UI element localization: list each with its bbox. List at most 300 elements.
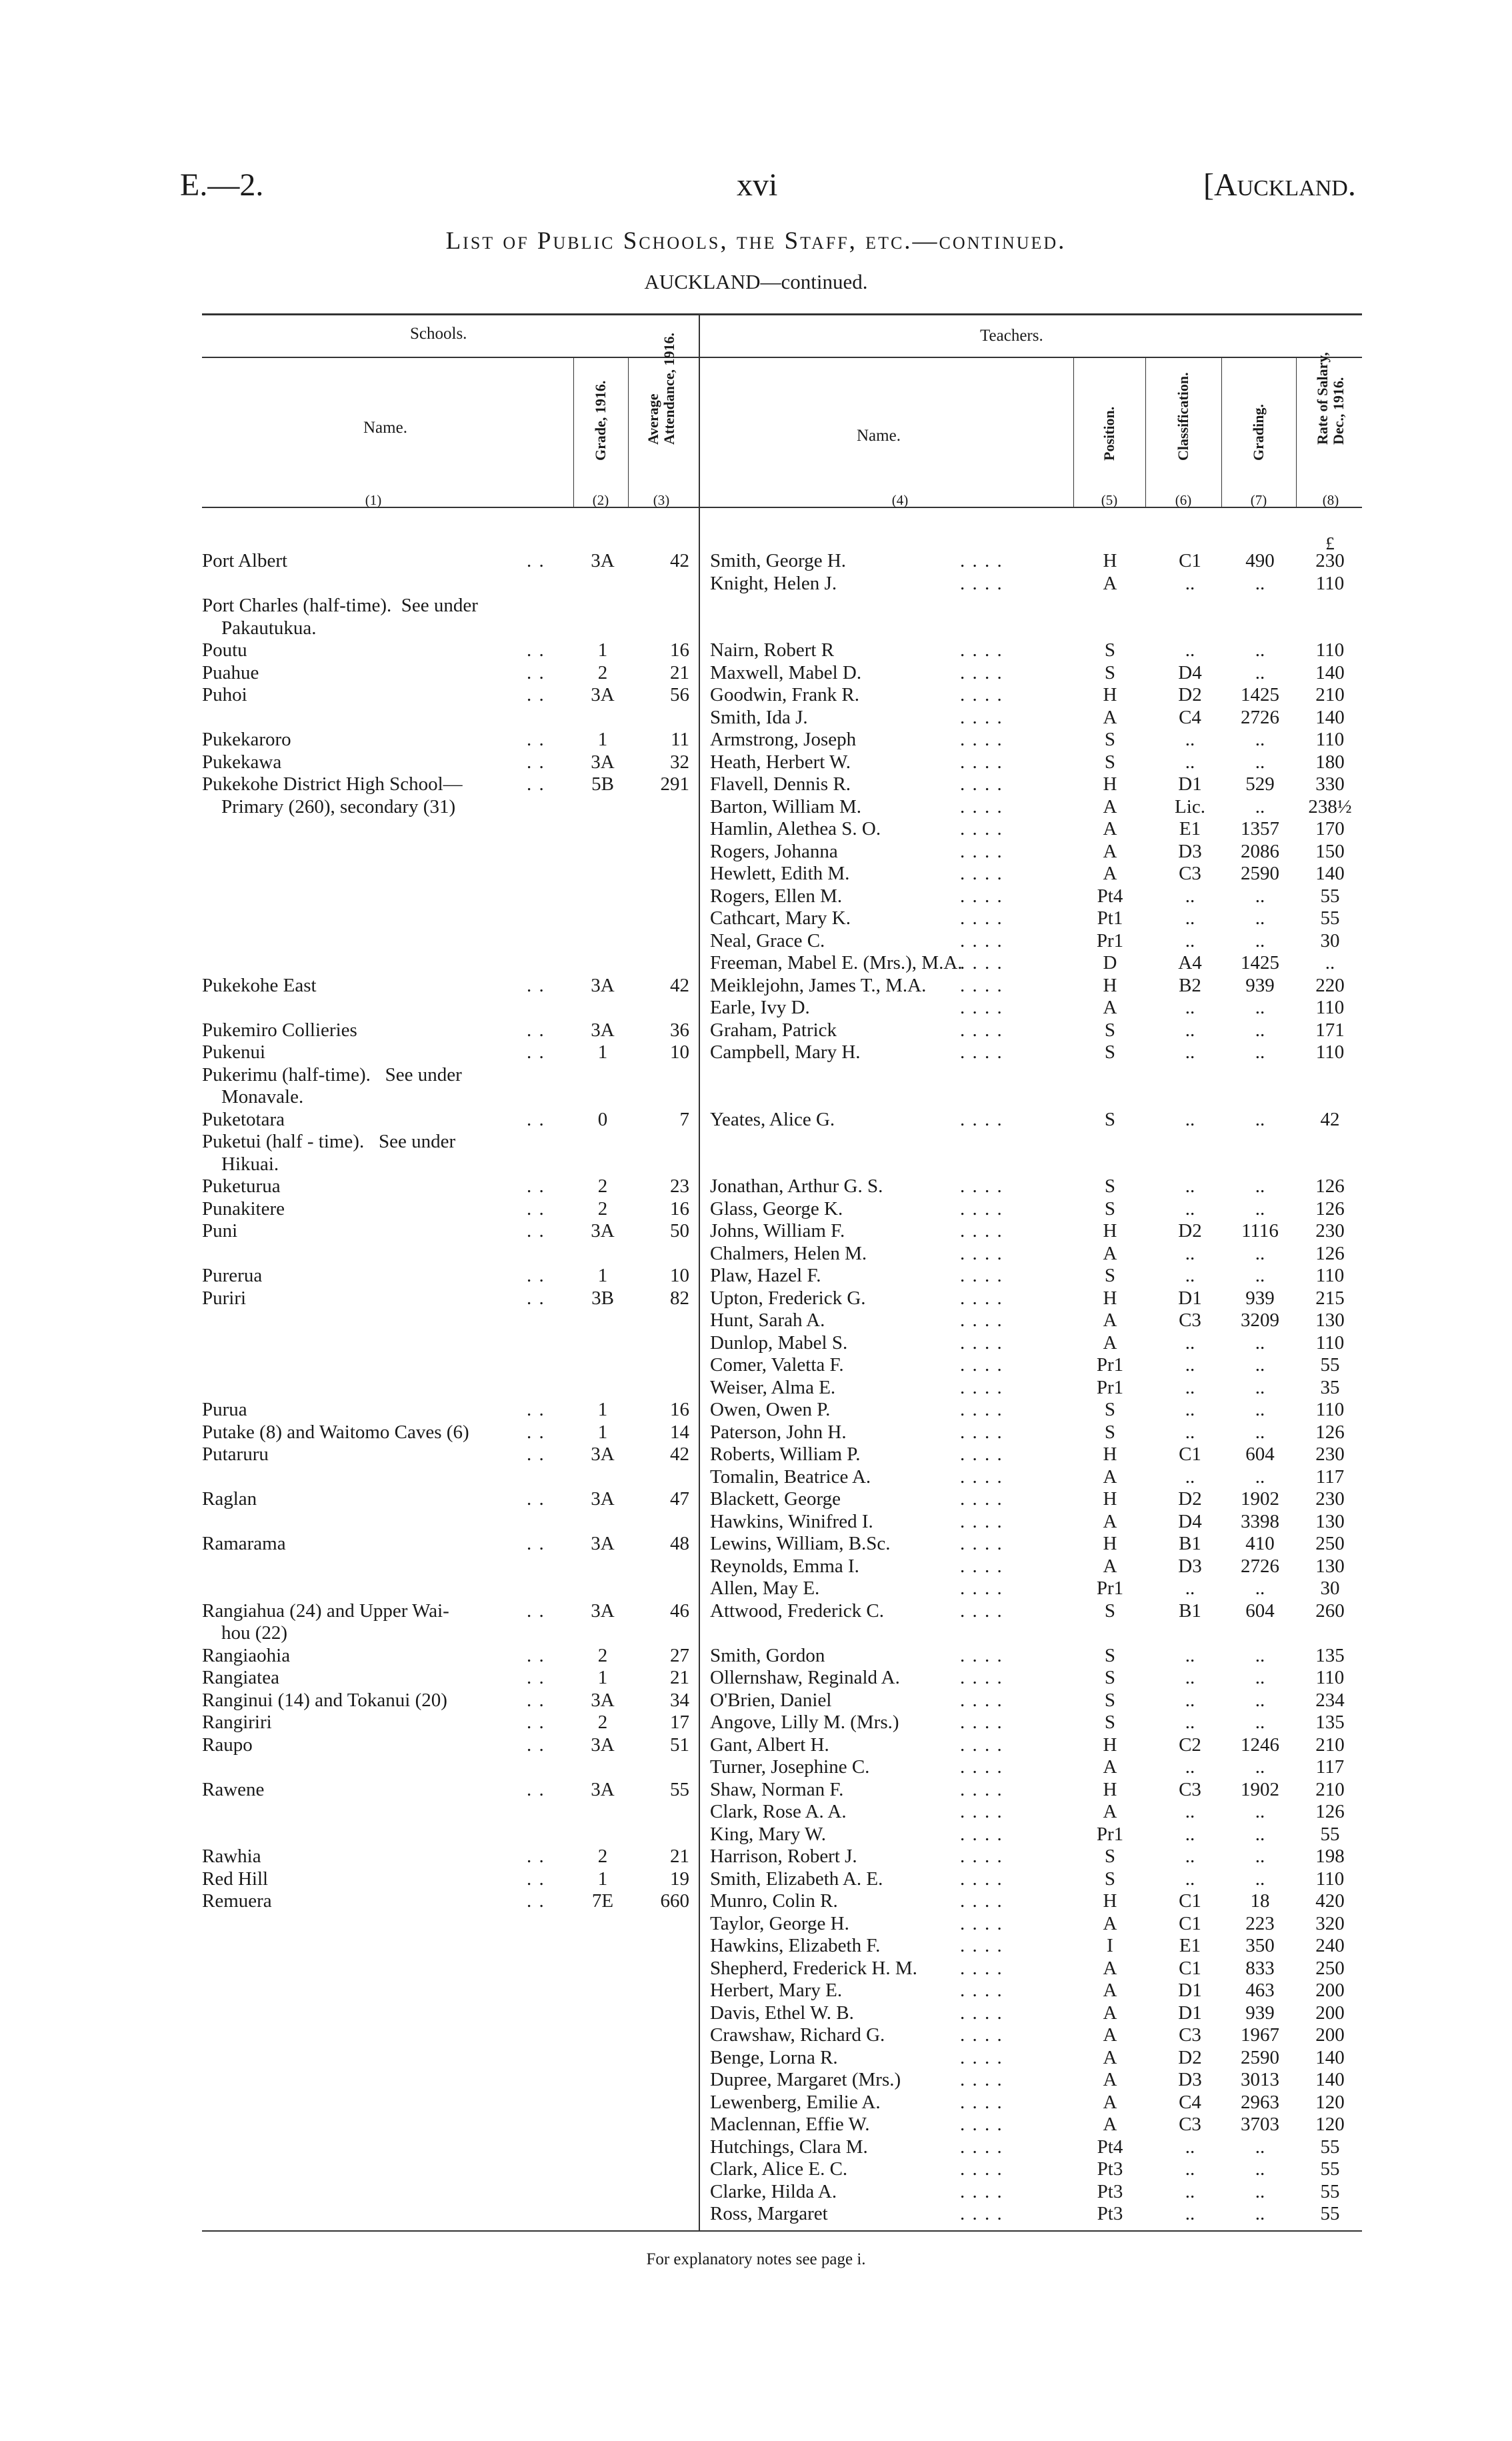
leader-dots: . . . . <box>960 1421 1003 1443</box>
salary-cell: 117 <box>1315 1466 1345 1488</box>
table-row <box>0 885 1512 908</box>
table-row <box>0 1086 1512 1109</box>
position-cell: S <box>1104 1600 1116 1622</box>
position-cell: H <box>1103 974 1117 996</box>
teacher-name: Campbell, Mary H. <box>710 1041 861 1063</box>
teacher-name: Armstrong, Joseph <box>710 729 857 750</box>
table-row <box>0 1913 1512 1936</box>
leader-dots: . . . . <box>960 818 1003 839</box>
teacher-name: Flavell, Dennis R. <box>710 773 851 795</box>
grading-cell: .. <box>1255 997 1265 1018</box>
salary-cell: 180 <box>1315 751 1345 773</box>
classification-cell: .. <box>1185 907 1195 929</box>
salary-cell: 140 <box>1315 661 1345 683</box>
leader-dots: . . . . <box>960 2203 1003 2224</box>
school-name: Puhoi <box>202 684 247 705</box>
teacher-name: Plaw, Hazel F. <box>710 1265 821 1286</box>
position-cell: A <box>1103 2024 1117 2046</box>
classification-cell: E1 <box>1179 1935 1201 1956</box>
teacher-name: Benge, Lorna R. <box>710 2046 838 2068</box>
leader-dots: . . . . <box>960 1734 1003 1756</box>
leader-dots: . . <box>527 550 545 571</box>
classification-cell: .. <box>1185 572 1195 594</box>
position-cell: A <box>1103 1756 1117 1778</box>
page-number: xvi <box>737 167 778 203</box>
classification-cell: .. <box>1185 1466 1195 1488</box>
salary-cell: 110 <box>1315 997 1345 1018</box>
grading-cell: .. <box>1255 751 1265 773</box>
teacher-name: Blackett, George <box>710 1488 841 1510</box>
table-row <box>0 617 1512 640</box>
school-name: Pukemiro Collieries <box>202 1019 357 1041</box>
teacher-name: Allen, May E. <box>710 1578 820 1599</box>
leader-dots: . . <box>527 1265 545 1286</box>
teacher-name: Dupree, Margaret (Mrs.) <box>710 2069 901 2090</box>
position-cell: H <box>1103 1220 1117 1242</box>
classification-cell: .. <box>1185 1846 1195 1867</box>
teacher-name: Paterson, John H. <box>710 1421 847 1443</box>
teacher-name: Earle, Ivy D. <box>710 997 810 1018</box>
salary-cell: 140 <box>1315 2046 1345 2068</box>
classification-cell: C1 <box>1179 1890 1201 1912</box>
table-row <box>0 1712 1512 1734</box>
grade-cell: 1 <box>597 1667 608 1688</box>
table-row <box>0 1220 1512 1243</box>
salary-cell: 135 <box>1315 1644 1345 1666</box>
position-cell: Pt4 <box>1097 885 1123 907</box>
school-name: Ranginui (14) and Tokanui (20) <box>202 1689 447 1711</box>
classification-cell: .. <box>1185 1019 1195 1041</box>
school-name: Putake (8) and Waitomo Caves (6) <box>202 1421 469 1443</box>
salary-cell: 110 <box>1315 729 1345 750</box>
grade-cell: 3A <box>591 684 615 705</box>
attendance-cell: 16 <box>670 1399 689 1420</box>
leader-dots: . . . . <box>960 684 1003 705</box>
position-cell: A <box>1103 1980 1117 2001</box>
col-divider-att <box>628 357 629 507</box>
leader-dots: . . . . <box>960 751 1003 773</box>
grading-cell: .. <box>1255 1332 1265 1354</box>
school-name: Monavale. <box>202 1086 304 1107</box>
grading-cell: .. <box>1255 639 1265 661</box>
grade-cell: 2 <box>597 1644 608 1666</box>
grade-cell: 1 <box>597 1265 608 1286</box>
teacher-name: Lewenberg, Emilie A. <box>710 2091 881 2113</box>
attendance-cell: 11 <box>671 729 689 750</box>
leader-dots: . . . . <box>960 2091 1003 2113</box>
grading-cell: .. <box>1255 1041 1265 1063</box>
grade-cell: 1 <box>597 729 608 750</box>
teacher-name: Yeates, Alice G. <box>710 1108 835 1130</box>
position-cell: S <box>1104 1041 1116 1063</box>
school-name: Purua <box>202 1399 247 1420</box>
classification-cell: C3 <box>1179 2114 1201 2135</box>
salary-cell: 135 <box>1315 1712 1345 1733</box>
grading-cell: .. <box>1255 661 1265 683</box>
teacher-name: Cathcart, Mary K. <box>710 907 851 929</box>
leader-dots: . . . . <box>960 1108 1003 1130</box>
grading-cell: .. <box>1255 1846 1265 1867</box>
teacher-name: O'Brien, Daniel <box>710 1689 832 1711</box>
salary-cell: 126 <box>1315 1421 1345 1443</box>
salary-cell: 120 <box>1315 2091 1345 2113</box>
leader-dots: . . . . <box>960 729 1003 750</box>
leader-dots: . . . . <box>960 1890 1003 1912</box>
classification-cell: C3 <box>1179 1778 1201 1800</box>
classification-cell: .. <box>1185 751 1195 773</box>
col-number: (1) <box>365 492 382 508</box>
table-row <box>0 1488 1512 1511</box>
school-name: Rangiahua (24) and Upper Wai- <box>202 1600 449 1622</box>
school-name: Port Albert <box>202 550 288 571</box>
table-row <box>0 930 1512 953</box>
classification-cell: .. <box>1185 639 1195 661</box>
leader-dots: . . <box>527 1533 545 1554</box>
table-row <box>0 1019 1512 1042</box>
table-row <box>0 1310 1512 1332</box>
grading-cell: .. <box>1255 1712 1265 1733</box>
classification-cell: C1 <box>1179 1912 1201 1934</box>
leader-dots: . . . . <box>960 1980 1003 2001</box>
leader-dots: . . . . <box>960 907 1003 929</box>
salary-cell: 30 <box>1320 1578 1340 1599</box>
table-row <box>0 1332 1512 1355</box>
salary-cell: 110 <box>1315 572 1345 594</box>
school-name: Rawhia <box>202 1846 261 1867</box>
leader-dots: . . . . <box>960 1667 1003 1688</box>
classification-cell: .. <box>1185 997 1195 1018</box>
leader-dots: . . . . <box>960 2069 1003 2090</box>
grading-cell: .. <box>1255 1354 1265 1376</box>
table-row <box>0 818 1512 841</box>
salary-cell: 130 <box>1315 1510 1345 1532</box>
school-name: Port Charles (half-time). See under <box>202 595 478 616</box>
position-cell: Pr1 <box>1096 1376 1124 1398</box>
school-name: Pukerimu (half-time). See under <box>202 1063 462 1085</box>
table-row <box>0 773 1512 796</box>
currency-symbol: £ <box>1325 533 1335 553</box>
salary-cell: 120 <box>1315 2114 1345 2135</box>
leader-dots: . . <box>527 1108 545 1130</box>
col-header-school-name: Name. <box>363 419 407 437</box>
classification-cell: .. <box>1185 1578 1195 1599</box>
classification-cell: D4 <box>1178 1510 1202 1532</box>
table-row <box>0 1980 1512 2002</box>
salary-cell: 220 <box>1315 974 1345 996</box>
table-row <box>0 1690 1512 1712</box>
grading-cell: 1425 <box>1241 952 1279 973</box>
leader-dots: . . . . <box>960 1376 1003 1398</box>
col-number: (7) <box>1250 492 1267 508</box>
leader-dots: . . . . <box>960 1823 1003 1845</box>
position-cell: Pr1 <box>1096 929 1124 951</box>
attendance-cell: 16 <box>670 639 689 661</box>
teacher-name: Roberts, William P. <box>710 1444 861 1465</box>
salary-cell: 126 <box>1315 1801 1345 1822</box>
teacher-name: Clark, Rose A. A. <box>710 1801 847 1822</box>
table-row <box>0 907 1512 930</box>
table-row <box>0 573 1512 595</box>
school-name: Rawene <box>202 1778 265 1800</box>
table-row <box>0 1377 1512 1400</box>
classification-cell: .. <box>1185 1376 1195 1398</box>
school-name: Rangiatea <box>202 1667 279 1688</box>
leader-dots: . . . . <box>960 1242 1003 1264</box>
teacher-name: Meiklejohn, James T., M.A. <box>710 974 927 996</box>
grade-cell: 3A <box>591 1220 615 1242</box>
position-cell: S <box>1104 661 1116 683</box>
attendance-cell: 291 <box>660 773 689 795</box>
position-cell: S <box>1104 1265 1116 1286</box>
salary-cell: .. <box>1325 952 1335 973</box>
leader-dots: . . . . <box>960 1287 1003 1309</box>
leader-dots: . . . . <box>960 952 1003 973</box>
table-row <box>0 2002 1512 2025</box>
leader-dots: . . . . <box>960 1912 1003 1934</box>
table-row <box>0 2024 1512 2047</box>
teacher-name: Clark, Alice E. C. <box>710 2158 848 2180</box>
classification-cell: D1 <box>1178 1287 1202 1309</box>
classification-cell: .. <box>1185 1108 1195 1130</box>
table-row <box>0 1444 1512 1466</box>
salary-cell: 126 <box>1315 1175 1345 1197</box>
grade-cell: 0 <box>597 1108 608 1130</box>
salary-cell: 234 <box>1315 1689 1345 1711</box>
teacher-name: Attwood, Frederick C. <box>710 1600 884 1622</box>
school-name: Poutu <box>202 639 247 661</box>
school-name: Rangiaohia <box>202 1644 291 1666</box>
position-cell: A <box>1103 2069 1117 2090</box>
position-cell: H <box>1103 1778 1117 1800</box>
grading-cell: .. <box>1255 885 1265 907</box>
table-row <box>0 1064 1512 1087</box>
grade-cell: 1 <box>597 1421 608 1443</box>
position-cell: A <box>1103 1957 1117 1979</box>
leader-dots: . . . . <box>960 2024 1003 2046</box>
position-cell: S <box>1104 1712 1116 1733</box>
salary-cell: 171 <box>1315 1019 1345 1041</box>
position-cell: A <box>1103 795 1117 817</box>
teacher-name: Crawshaw, Richard G. <box>710 2024 885 2046</box>
school-name: Pukekawa <box>202 751 282 773</box>
leader-dots: . . . . <box>960 863 1003 884</box>
classification-cell: .. <box>1185 1756 1195 1778</box>
position-cell: Pr1 <box>1096 1823 1124 1845</box>
table-top-rule <box>202 313 1362 315</box>
salary-cell: 110 <box>1315 1265 1345 1286</box>
position-cell: S <box>1104 1175 1116 1197</box>
leader-dots: . . <box>527 1778 545 1800</box>
leader-dots: . . . . <box>960 1756 1003 1778</box>
position-cell: H <box>1103 1890 1117 1912</box>
leader-dots: . . . . <box>960 1555 1003 1577</box>
salary-cell: 55 <box>1320 907 1340 929</box>
leader-dots: . . <box>527 773 545 795</box>
staff-table-body <box>0 550 1512 2226</box>
table-row <box>0 707 1512 729</box>
salary-cell: 110 <box>1315 639 1345 661</box>
salary-cell: 200 <box>1315 2024 1345 2046</box>
grading-cell: 939 <box>1245 974 1275 996</box>
teacher-name: Owen, Owen P. <box>710 1399 831 1420</box>
leader-dots: . . <box>527 1600 545 1622</box>
grading-cell: .. <box>1255 1108 1265 1130</box>
grading-cell: .. <box>1255 1667 1265 1688</box>
position-cell: Pt4 <box>1097 2136 1123 2158</box>
classification-cell: .. <box>1185 885 1195 907</box>
leader-dots: . . . . <box>960 1935 1003 1956</box>
grade-cell: 5B <box>591 773 614 795</box>
grading-cell: 3398 <box>1241 1510 1279 1532</box>
salary-cell: 200 <box>1315 2002 1345 2024</box>
school-name: Puahue <box>202 661 259 683</box>
grading-cell: 1246 <box>1241 1734 1279 1756</box>
leader-dots: . . . . <box>960 2002 1003 2024</box>
table-row <box>0 1801 1512 1824</box>
table-group-rule <box>202 357 1362 358</box>
position-cell: A <box>1103 1242 1117 1264</box>
table-row <box>0 1868 1512 1891</box>
position-cell: A <box>1103 1555 1117 1577</box>
classification-cell: E1 <box>1179 818 1201 839</box>
grading-cell: .. <box>1255 1376 1265 1398</box>
salary-cell: 55 <box>1320 2203 1340 2224</box>
leader-dots: . . . . <box>960 1689 1003 1711</box>
table-row <box>0 1645 1512 1668</box>
classification-cell: D3 <box>1178 1555 1202 1577</box>
leader-dots: . . . . <box>960 2046 1003 2068</box>
salary-cell: 230 <box>1315 1220 1345 1242</box>
grade-cell: 3B <box>591 1287 614 1309</box>
position-cell: A <box>1103 572 1117 594</box>
classification-cell: .. <box>1185 1644 1195 1666</box>
classification-cell: D2 <box>1178 684 1202 705</box>
teacher-name: Hawkins, Elizabeth F. <box>710 1935 881 1956</box>
grading-cell: 1902 <box>1241 1488 1279 1510</box>
classification-cell: .. <box>1185 1399 1195 1420</box>
grade-cell: 1 <box>597 1399 608 1420</box>
teachers-group-header: Teachers. <box>980 327 1043 345</box>
classification-cell: Lic. <box>1175 795 1205 817</box>
leader-dots: . . . . <box>960 639 1003 661</box>
grading-cell: .. <box>1255 795 1265 817</box>
table-row <box>0 975 1512 997</box>
position-cell: S <box>1104 1868 1116 1890</box>
grade-cell: 7E <box>591 1890 614 1912</box>
classification-cell: .. <box>1185 1242 1195 1264</box>
grade-cell: 1 <box>597 1868 608 1890</box>
leader-dots: . . . . <box>960 1041 1003 1063</box>
position-cell: S <box>1104 1399 1116 1420</box>
classification-cell: C1 <box>1179 1957 1201 1979</box>
leader-dots: . . <box>527 1041 545 1063</box>
position-cell: A <box>1103 2091 1117 2113</box>
grading-cell: .. <box>1255 2158 1265 2180</box>
leader-dots: . . . . <box>960 706 1003 728</box>
teacher-name: Heath, Herbert W. <box>710 751 851 773</box>
attendance-cell: 32 <box>670 751 689 773</box>
salary-cell: 55 <box>1320 2136 1340 2158</box>
table-row <box>0 1288 1512 1310</box>
attendance-cell: 7 <box>679 1108 689 1130</box>
salary-cell: 130 <box>1315 1310 1345 1331</box>
table-row <box>0 1622 1512 1645</box>
leader-dots: . . . . <box>960 1957 1003 1979</box>
classification-cell: B1 <box>1179 1533 1201 1554</box>
grading-cell: 1902 <box>1241 1778 1279 1800</box>
report-code: E.—2. <box>180 167 264 203</box>
leader-dots: . . . . <box>960 1332 1003 1354</box>
leader-dots: . . . . <box>960 885 1003 907</box>
position-cell: A <box>1103 706 1117 728</box>
teacher-name: Smith, Ida J. <box>710 706 808 728</box>
grade-cell: 2 <box>597 1197 608 1219</box>
grading-cell: .. <box>1255 572 1265 594</box>
col-header-teacher-name: Name. <box>857 427 901 445</box>
table-row <box>0 863 1512 885</box>
leader-dots: . . <box>527 1220 545 1242</box>
col-divider-grade <box>573 357 574 507</box>
salary-cell: 110 <box>1315 1041 1345 1063</box>
attendance-cell: 42 <box>670 550 689 571</box>
leader-dots: . . . . <box>960 1801 1003 1822</box>
classification-cell: .. <box>1185 1689 1195 1711</box>
position-cell: A <box>1103 1332 1117 1354</box>
classification-cell: .. <box>1185 1868 1195 1890</box>
school-name: Puketotara <box>202 1108 285 1130</box>
salary-cell: 110 <box>1315 1868 1345 1890</box>
table-row <box>0 684 1512 707</box>
leader-dots: . . <box>527 1689 545 1711</box>
classification-cell: C1 <box>1179 1444 1201 1465</box>
teacher-name: Rogers, Johanna <box>710 840 838 862</box>
teacher-name: Comer, Valetta F. <box>710 1354 844 1376</box>
table-row <box>0 2069 1512 2092</box>
attendance-cell: 21 <box>670 661 689 683</box>
region-label: [Auckland. <box>1203 167 1356 203</box>
teacher-name: Dunlop, Mabel S. <box>710 1332 848 1354</box>
classification-cell: .. <box>1185 1041 1195 1063</box>
grading-cell: 2086 <box>1241 840 1279 862</box>
leader-dots: . . <box>527 1019 545 1041</box>
teacher-name: Reynolds, Emma I. <box>710 1555 859 1577</box>
leader-dots: . . . . <box>960 2180 1003 2202</box>
table-row <box>0 1198 1512 1221</box>
grading-cell: 1357 <box>1241 818 1279 839</box>
attendance-cell: 14 <box>670 1421 689 1443</box>
position-cell: A <box>1103 1466 1117 1488</box>
classification-cell: .. <box>1185 1332 1195 1354</box>
position-cell: H <box>1103 1287 1117 1309</box>
grading-cell: .. <box>1255 1689 1265 1711</box>
position-cell: Pr1 <box>1096 1354 1124 1376</box>
teacher-name: Shepherd, Frederick H. M. <box>710 1957 917 1979</box>
grade-cell: 2 <box>597 661 608 683</box>
grading-cell: 223 <box>1245 1912 1275 1934</box>
salary-cell: 210 <box>1315 1734 1345 1756</box>
teacher-name: Taylor, George H. <box>710 1912 849 1934</box>
school-name: Puketurua <box>202 1175 281 1197</box>
teacher-name: Hewlett, Edith M. <box>710 863 850 884</box>
salary-cell: 55 <box>1320 885 1340 907</box>
position-cell: Pt3 <box>1097 2158 1123 2180</box>
teacher-name: Graham, Patrick <box>710 1019 837 1041</box>
teacher-name: Goodwin, Frank R. <box>710 684 859 705</box>
position-cell: S <box>1104 1667 1116 1688</box>
salary-cell: 55 <box>1320 2180 1340 2202</box>
grade-cell: 2 <box>597 1175 608 1197</box>
table-row <box>0 751 1512 774</box>
